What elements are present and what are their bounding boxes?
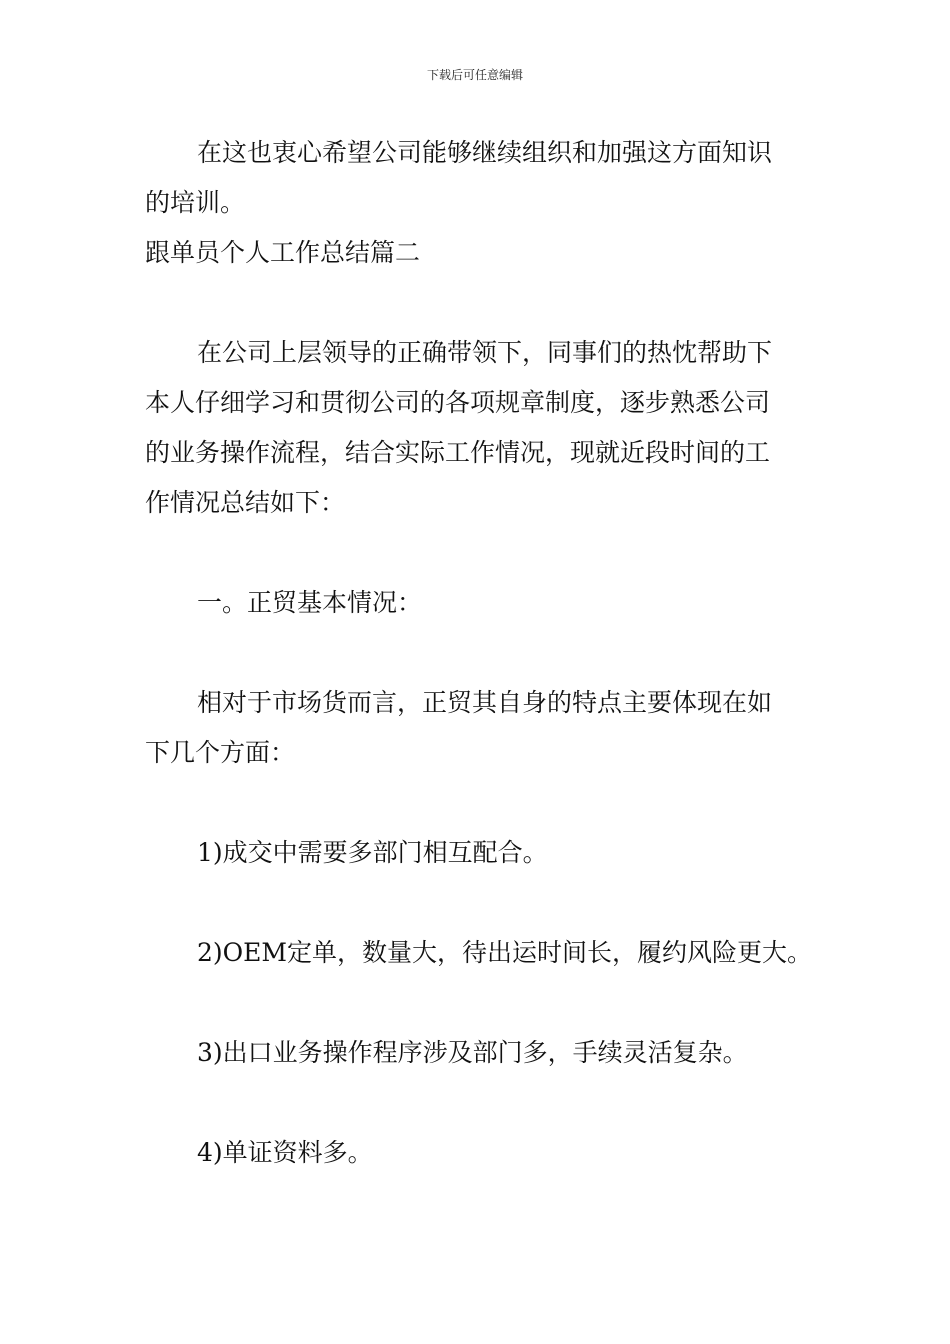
paragraph-line: 的培训。 [145, 188, 246, 217]
blank-line [145, 878, 810, 928]
list-item: 4)单证资料多。 [197, 1138, 373, 1167]
list-item: 2)OEM定单，数量大，待出运时间长，履约风险更大。 [197, 938, 813, 967]
blank-line [145, 778, 810, 828]
paragraph-line: 在公司上层领导的正确带领下，同事们的热忱帮助下 [197, 338, 773, 367]
blank-line [145, 528, 810, 578]
paragraph-line: 作情况总结如下： [145, 488, 346, 517]
paragraph-line: 相对于市场货而言，正贸其自身的特点主要体现在如 [197, 688, 773, 717]
list-item: 1)成交中需要多部门相互配合。 [197, 838, 548, 867]
blank-line [145, 1078, 810, 1128]
document-body [145, 128, 813, 1178]
list-item: 3)出口业务操作程序涉及部门多，手续灵活复杂。 [197, 1038, 748, 1067]
paragraph-line: 下几个方面： [145, 738, 296, 767]
paragraph-line: 本人仔细学习和贯彻公司的各项规章制度，逐步熟悉公司 [145, 388, 771, 417]
subheading: 一。正贸基本情况： [197, 588, 423, 617]
blank-line [145, 628, 810, 678]
blank-line [145, 278, 810, 328]
section-title: 跟单员个人工作总结篇二 [145, 238, 421, 267]
page-header: 下载后可任意编辑 [426, 68, 523, 82]
blank-line [145, 978, 810, 1028]
paragraph-line: 在这也衷心希望公司能够继续组织和加强这方面知识 [197, 138, 773, 167]
paragraph-line: 的业务操作流程，结合实际工作情况，现就近段时间的工 [145, 438, 771, 467]
